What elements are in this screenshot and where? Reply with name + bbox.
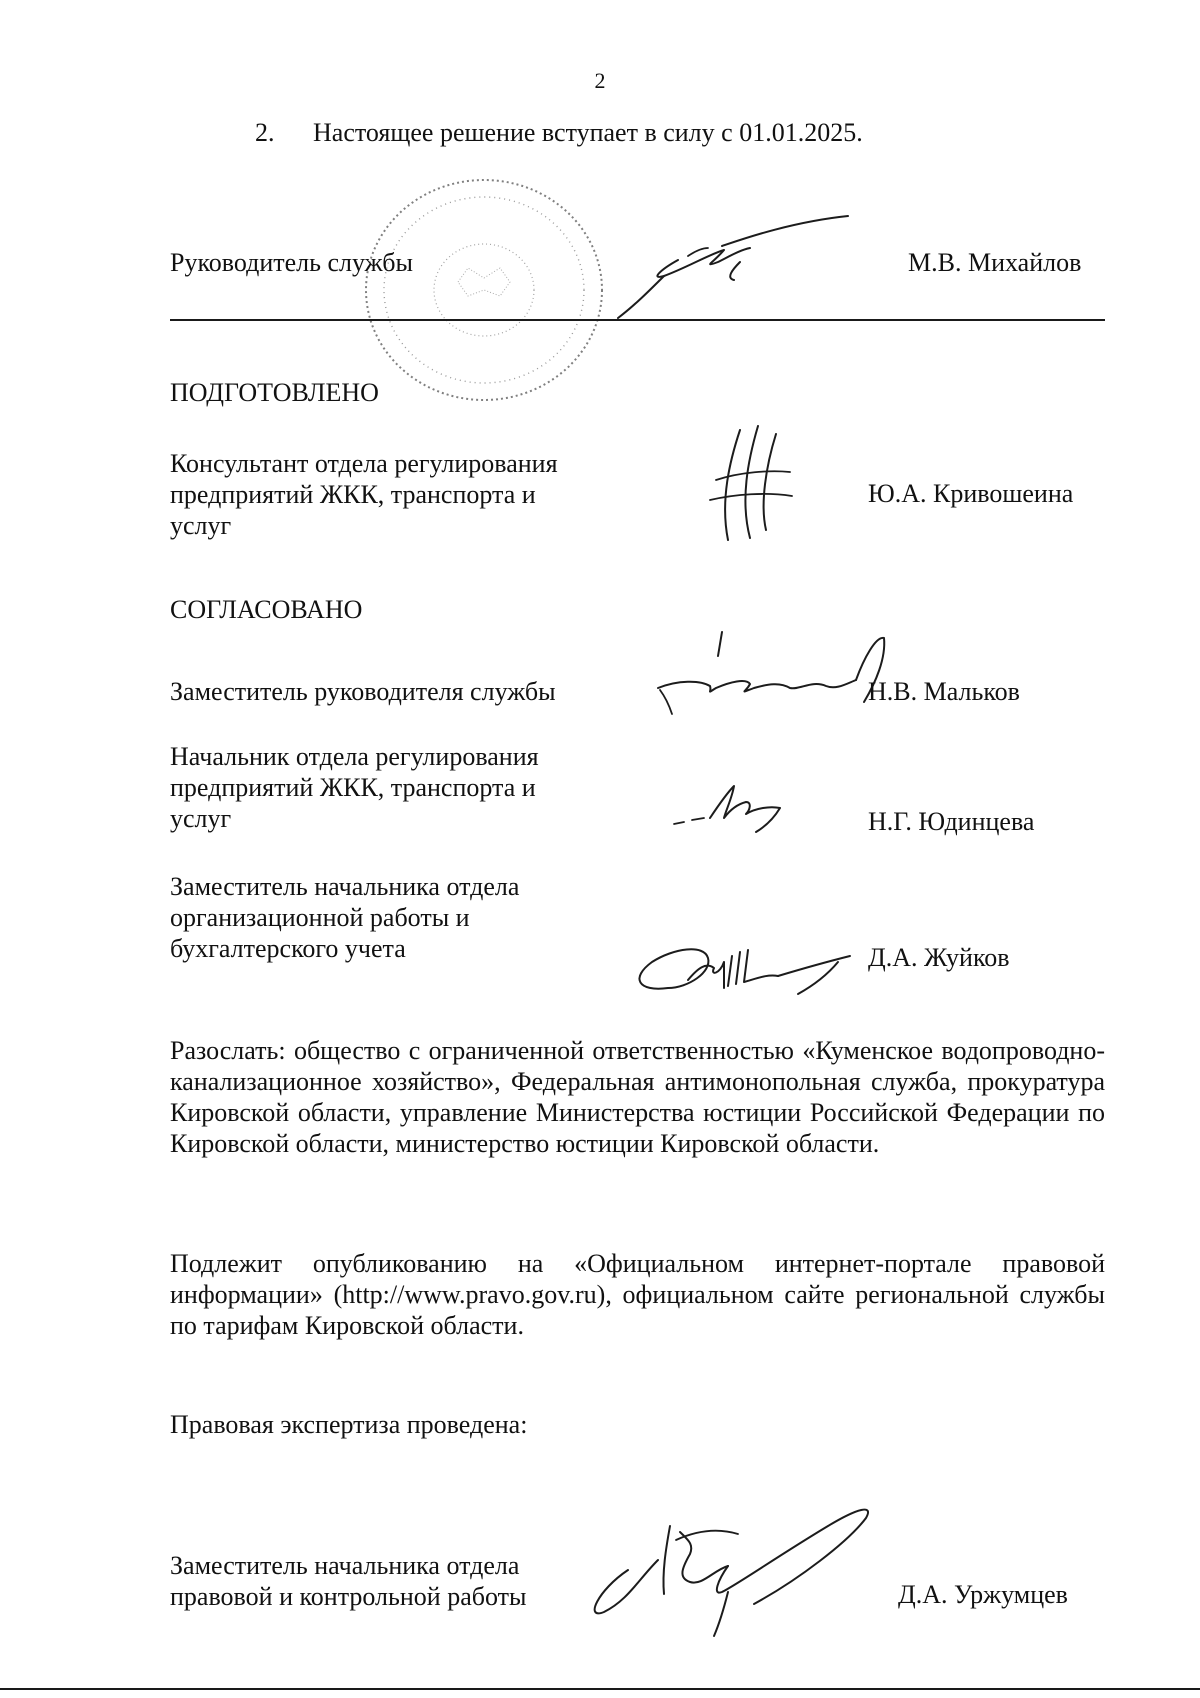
prepared-position-line-2: предприятий ЖКК, транспорта и	[170, 480, 536, 509]
agreed-signer-3-signature	[628, 922, 878, 1002]
prepared-signature	[700, 420, 800, 550]
clause-text: Настоящее решение вступает в силу с 01.01.2025.	[313, 118, 863, 147]
agreed-signer-2-position-line-2: предприятий ЖКК, транспорта и	[170, 773, 536, 802]
agreed-signer-3-position-line-2: организационной работы и	[170, 903, 470, 932]
bottom-scan-line	[0, 1688, 1200, 1690]
agreed-signer-3-position-line-3: бухгалтерского учета	[170, 934, 406, 963]
publication-paragraph: Подлежит опубликованию на «Официальном интернет-портале правовой информации» (http://www.pravo.gov.ru), официальном сайте региональной службы по тарифам Кировской области.	[170, 1249, 1105, 1340]
agreed-signer-2-name: Н.Г. Юдинцева	[868, 807, 1035, 836]
legal-review-position-line-1: Заместитель начальника отдела	[170, 1551, 520, 1580]
legal-review-position-line-2: правовой и контрольной работы	[170, 1582, 527, 1611]
agreed-signer-2-signature	[670, 778, 800, 842]
agreed-heading: СОГЛАСОВАНО	[170, 595, 363, 624]
prepared-name: Ю.А. Кривошеина	[868, 479, 1074, 508]
legal-review-name: Д.А. Уржумцев	[898, 1580, 1068, 1609]
legal-review-label: Правовая экспертиза проведена:	[170, 1410, 528, 1439]
agreed-signer-2-position-line-1: Начальник отдела регулирования	[170, 742, 539, 771]
official-stamp	[358, 172, 610, 408]
page-number: 2	[594, 68, 606, 93]
clause-number: 2.	[255, 118, 275, 147]
prepared-position-line-1: Консультант отдела регулирования	[170, 449, 558, 478]
agreed-signer-3-name: Д.А. Жуйков	[868, 943, 1010, 972]
head-name: М.В. Михайлов	[908, 248, 1082, 277]
legal-review-signature	[578, 1500, 888, 1640]
agreed-signer-2-position-line-3: услуг	[170, 804, 232, 833]
signature-divider	[170, 319, 1105, 321]
prepared-heading: ПОДГОТОВЛЕНО	[170, 378, 379, 407]
agreed-signer-3-position-line-1: Заместитель начальника отдела	[170, 872, 520, 901]
head-position: Руководитель службы	[170, 248, 413, 277]
agreed-signer-1-position: Заместитель руководителя службы	[170, 677, 556, 706]
distribution-paragraph: Разослать: общество с ограниченной ответственностью «Куменское водопроводно-канализационное хозяйство», Федеральная антимонопольная служба, прокуратура Кировской области, управление Министерства юстиции Российской Федерации по Кировской области, министерство юстиции Кировской области.	[170, 1036, 1105, 1158]
agreed-signer-1-name: Н.В. Мальков	[868, 677, 1020, 706]
head-signature	[590, 210, 860, 330]
prepared-position-line-3: услуг	[170, 511, 232, 540]
